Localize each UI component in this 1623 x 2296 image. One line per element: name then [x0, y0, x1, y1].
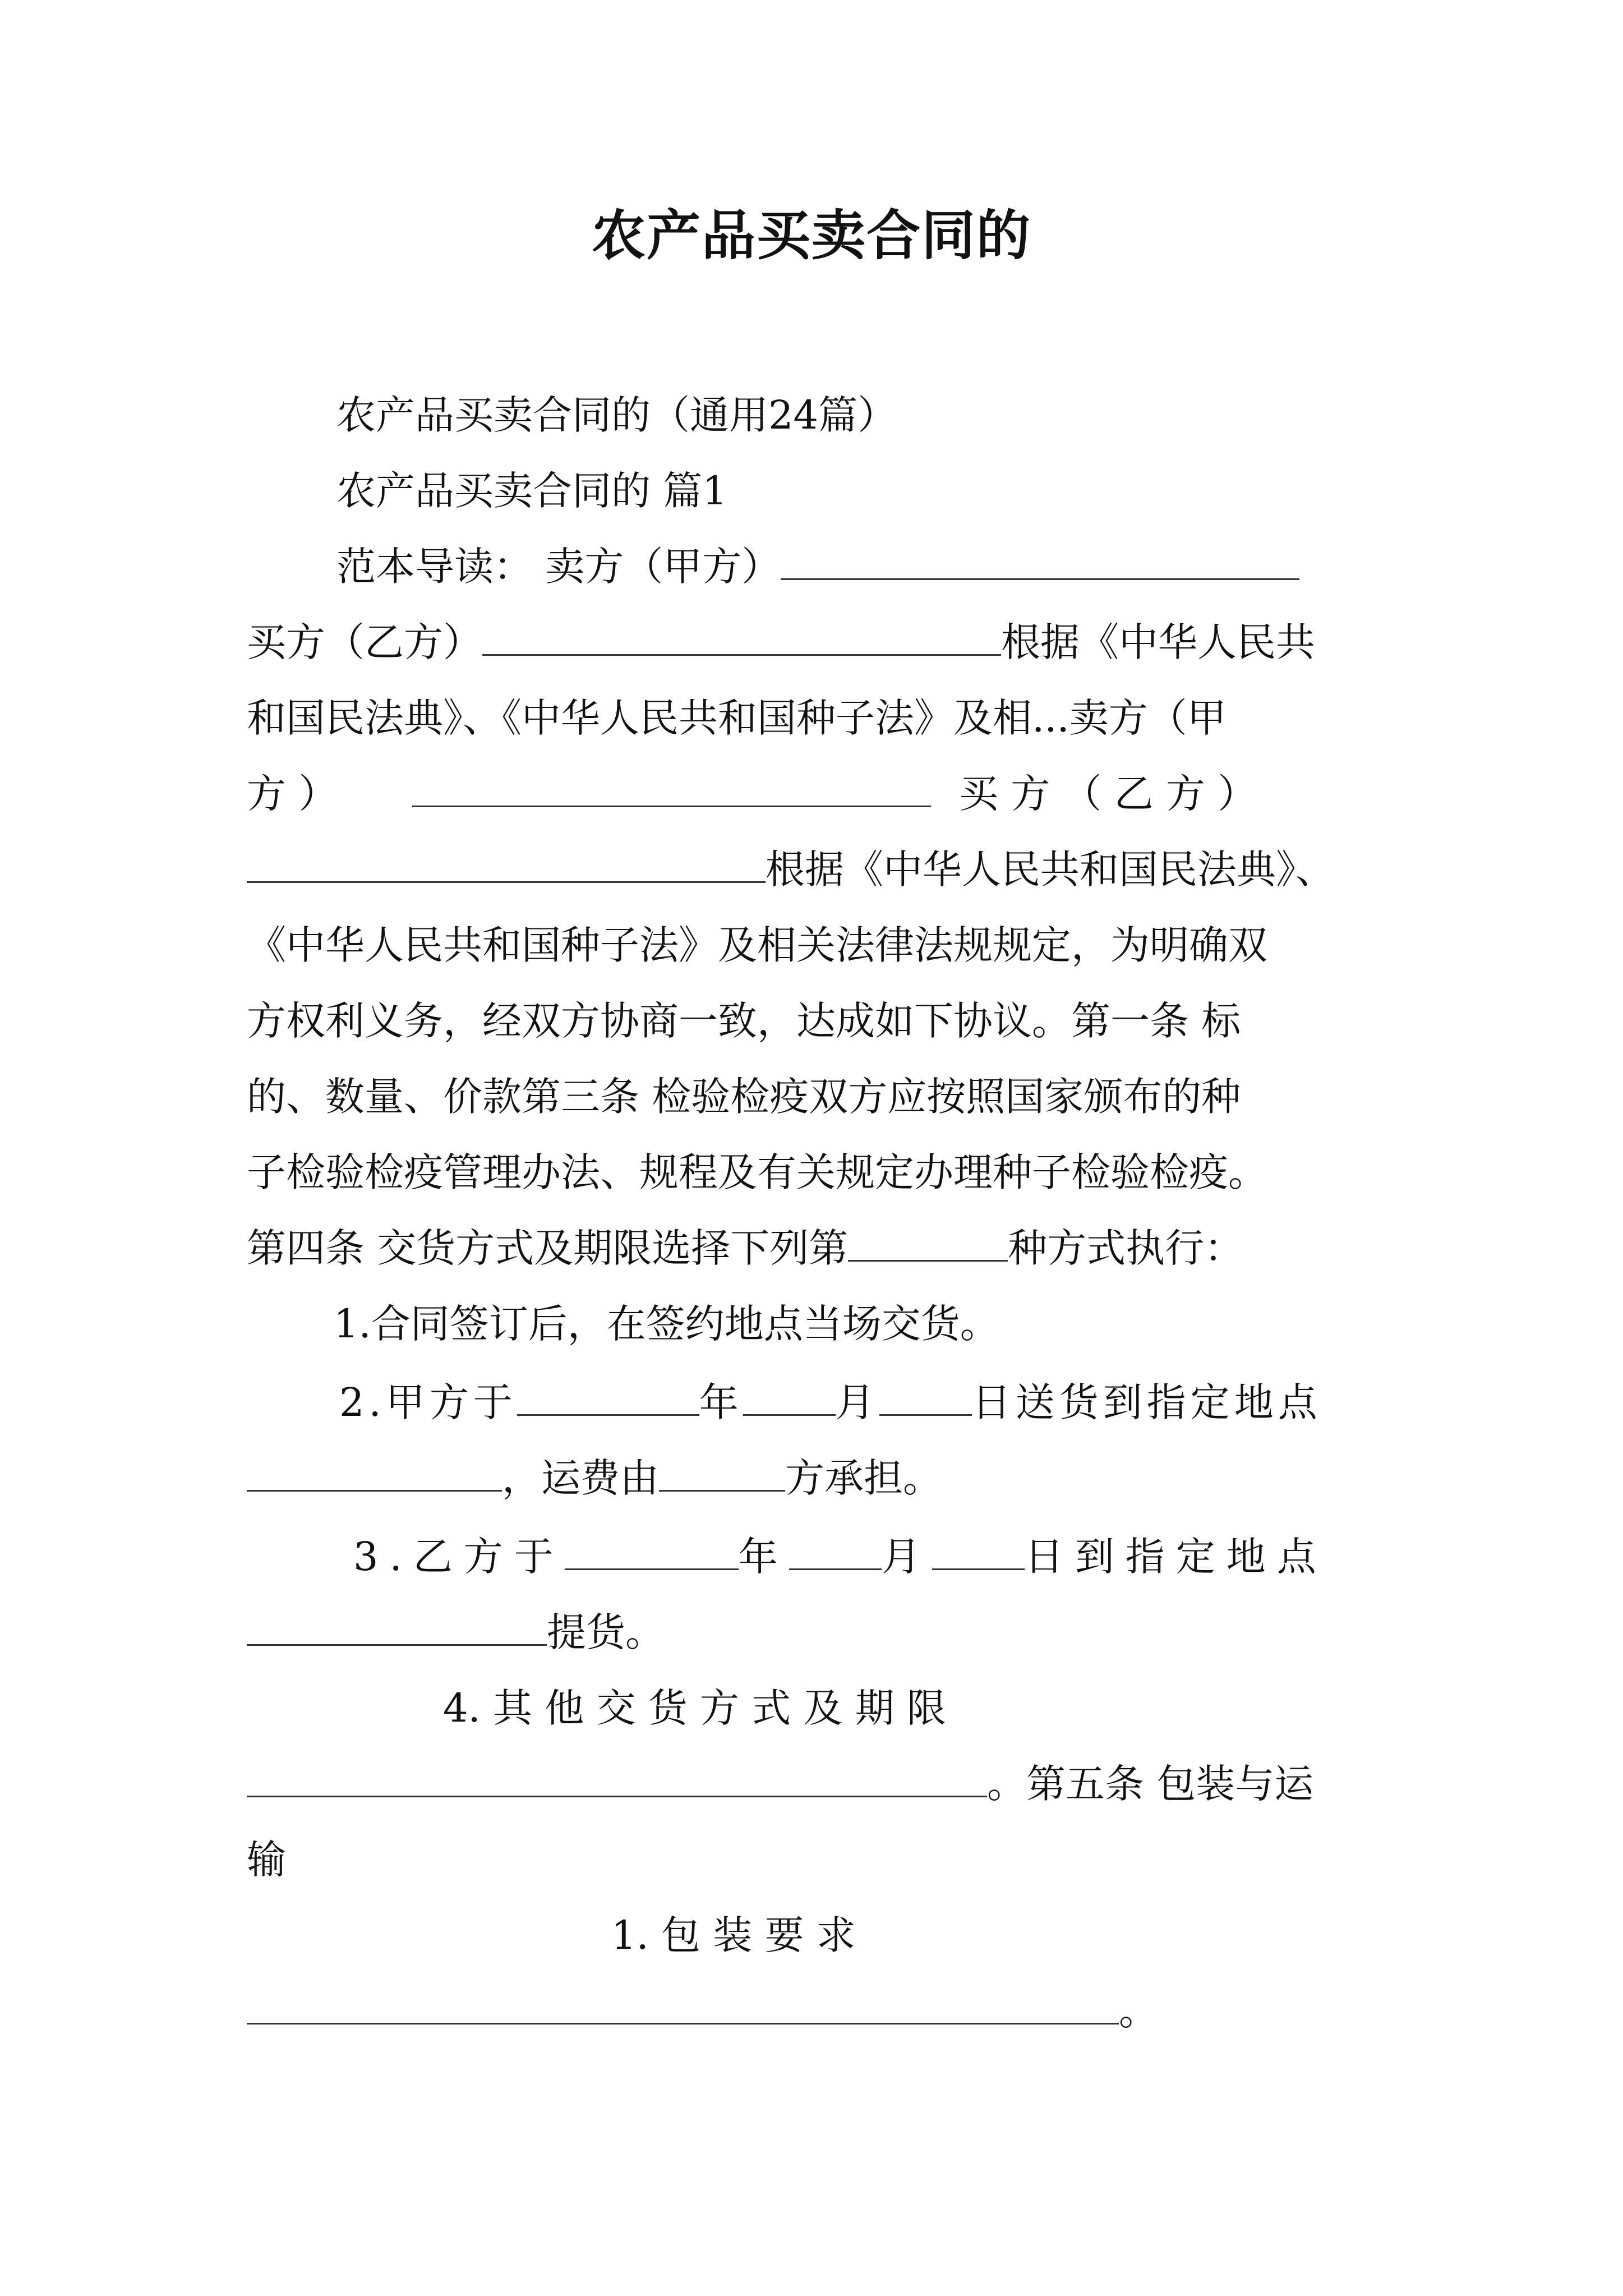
year-blank [517, 1375, 699, 1416]
paragraph-line [247, 1983, 1158, 2039]
paragraph-line [247, 1604, 665, 1660]
paragraph-line: 和国民法典》、《中华人民共和国种子法》及相...卖方（甲 [247, 695, 1227, 741]
paragraph-line [353, 1529, 1327, 1585]
buyer-blank [482, 615, 1001, 656]
paragraph-line: 输 [247, 1837, 286, 1883]
year-label: 年 [738, 1534, 789, 1580]
document-title: 农产品买卖合同的 [592, 204, 1031, 267]
party-a-blank [412, 766, 931, 807]
paragraph-line: 1.合同签订后，在签约地点当场交货。 [334, 1301, 999, 1347]
packaging-blank [247, 1984, 1119, 2024]
paragraph-line: 4. 其 他 交 货 方 式 及 期 限 [443, 1685, 947, 1731]
paragraph-line [247, 766, 1374, 822]
pickup-text: 日到指定地点 [1024, 1534, 1327, 1580]
paragraph-line [336, 539, 1299, 595]
method-blank [848, 1221, 1008, 1262]
paragraph-line: 农产品买卖合同的 篇1 [336, 468, 727, 514]
freight-tail: 方承担。 [785, 1455, 942, 1501]
day-blank [932, 1529, 1025, 1570]
paragraph-line: 子检验检疫管理办法、规程及有关规定办理种子检验检疫。 [247, 1149, 1267, 1195]
paragraph-line: 1. 包 装 要 求 [611, 1912, 856, 1958]
other-method-blank [247, 1756, 987, 1797]
delivery-text: 日送货到指定地点 [971, 1379, 1322, 1425]
month-blank [743, 1375, 836, 1416]
article-four-tail: 种方式执行： [1008, 1225, 1244, 1271]
buyer-label: 买方（乙方） [247, 619, 482, 665]
paragraph-line [247, 1450, 942, 1506]
paragraph-line [247, 1220, 1243, 1276]
freight-party-blank [659, 1451, 785, 1492]
paragraph-line: 《中华人民共和国种子法》及相关法律法规规定，为明确双 [247, 922, 1267, 968]
year-label: 年 [699, 1379, 743, 1425]
paragraph-line [247, 1756, 1313, 1812]
pickup-tail: 提货。 [547, 1609, 665, 1655]
freight-text: ，运费由 [502, 1455, 659, 1501]
party-b-blank [247, 842, 766, 883]
paragraph-line: 的、数量、价款第三条 检验检疫双方应按照国家颁布的种 [247, 1074, 1241, 1120]
day-blank [879, 1375, 972, 1416]
article-four-text: 第四条 交货方式及期限选择下列第 [247, 1225, 849, 1271]
paragraph-line [247, 614, 1315, 670]
location-blank [247, 1451, 502, 1492]
month-blank [789, 1529, 882, 1570]
law-text: 根据《中华人民共 [1001, 619, 1315, 665]
paragraph-line: 农产品买卖合同的（通用24篇） [336, 392, 897, 438]
month-label: 月 [835, 1379, 879, 1425]
paragraph-line [247, 841, 1335, 898]
intro-text: 范本导读： 卖方（甲方） [336, 544, 781, 590]
seller-blank [781, 539, 1299, 580]
party-b-label: 买 方 （ 乙 方 ） [959, 771, 1257, 817]
law-text: 根据《中华人民共和国民法典》、 [766, 846, 1335, 892]
article-five-text: 。第五条 包装与运 [987, 1761, 1314, 1807]
party-a-label: 方 ） [247, 771, 338, 817]
packaging-tail: 。 [1119, 1988, 1158, 2034]
paragraph-line [339, 1374, 1322, 1430]
month-label: 月 [881, 1534, 932, 1580]
item-two-text: 2.甲方于 [339, 1379, 517, 1425]
item-three-text: 3.乙方于 [353, 1534, 565, 1580]
year-blank [565, 1529, 739, 1570]
pickup-location-blank [247, 1605, 547, 1646]
paragraph-line: 方权利义务，经双方协商一致，达成如下协议。第一条 标 [247, 998, 1241, 1044]
